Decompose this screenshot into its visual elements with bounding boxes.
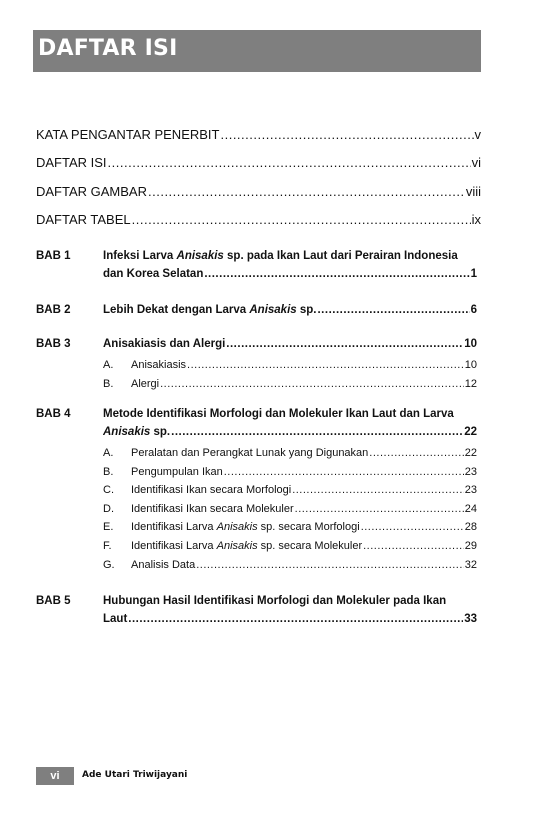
chapter-entry[interactable] (103, 304, 477, 316)
section-letter: D. (103, 502, 114, 515)
dot-leader (148, 184, 465, 199)
page-number: 22 (464, 447, 477, 459)
page-number: ix (471, 212, 481, 227)
section-entry[interactable] (103, 503, 477, 515)
chapter-title[interactable]: Metode Identifikasi Morfologi dan Molekuler Ikan Laut dan Larva (103, 408, 454, 420)
section-letter: B. (103, 377, 114, 390)
entry-title: Alergi (131, 377, 160, 390)
chapter-entry[interactable] (103, 268, 477, 280)
dot-leader (108, 155, 471, 170)
entry-title: Lebih Dekat dengan Larva Anisakis sp. (103, 304, 317, 316)
chapter-title[interactable]: Infeksi Larva Anisakis sp. pada Ikan Laut dari Perairan Indonesia (103, 250, 458, 262)
entry-title: KATA PENGANTAR PENERBIT (36, 127, 220, 142)
section-letter: A. (103, 359, 114, 371)
entry-title: Peralatan dan Perangkat Lunak yang Digunakan (131, 447, 369, 459)
page-number: 12 (464, 377, 477, 390)
dot-leader (171, 426, 463, 438)
page-number: 23 (464, 484, 477, 497)
section-letter: B. (103, 465, 114, 478)
section-letter: G. (103, 558, 115, 571)
entry-title: Pengumpulan Ikan (131, 465, 223, 478)
section-entry[interactable] (103, 540, 477, 552)
dot-leader (132, 212, 471, 227)
dot-leader (317, 304, 469, 316)
entry-title: Anisakiasis dan Alergi (103, 338, 226, 350)
dot-leader (220, 127, 473, 142)
page-title: DAFTAR ISI (38, 36, 178, 61)
entry-title: DAFTAR ISI (36, 155, 107, 170)
chapter-number: BAB 3 (36, 338, 71, 350)
entry-title: Analisis Data (131, 558, 196, 571)
title-bar (33, 30, 481, 72)
toc-entry[interactable] (36, 127, 481, 142)
section-entry[interactable] (103, 447, 477, 459)
section-letter: E. (103, 521, 114, 534)
dot-leader (160, 378, 464, 390)
footer-author: Ade Utari Triwijayani (82, 770, 188, 780)
section-entry[interactable] (103, 359, 477, 371)
dot-leader (196, 559, 464, 571)
entry-title: Identifikasi Ikan secara Molekuler (131, 502, 294, 515)
dot-leader (187, 359, 464, 371)
entry-title: dan Korea Selatan (103, 268, 204, 280)
footer-page-number: vi (36, 767, 74, 785)
dot-leader (295, 503, 464, 515)
page-number: 23 (464, 465, 477, 478)
section-letter: A. (103, 447, 114, 459)
chapter-entry[interactable] (103, 613, 477, 625)
entry-title: Laut (103, 613, 128, 625)
chapter-number: BAB 1 (36, 250, 71, 262)
page-number: viii (465, 184, 481, 199)
chapter-title[interactable]: Hubungan Hasil Identifikasi Morfologi dan Molekuler pada Ikan (103, 595, 447, 607)
toc-entry[interactable] (36, 212, 481, 227)
page-number: 28 (464, 521, 477, 534)
page-number: 22 (464, 426, 477, 438)
dot-leader (226, 338, 463, 350)
entry-title: Identifikasi Ikan secara Morfologi (131, 484, 292, 497)
section-entry[interactable] (103, 521, 477, 533)
chapter-number: BAB 2 (36, 304, 71, 316)
dot-leader (369, 447, 463, 459)
section-entry[interactable] (103, 466, 477, 478)
entry-title: DAFTAR GAMBAR (36, 184, 147, 199)
page-number: 10 (464, 338, 477, 350)
page-number: 1 (470, 268, 477, 280)
chapter-entry[interactable] (103, 426, 477, 438)
dot-leader (363, 540, 464, 552)
page-number: 32 (464, 558, 477, 571)
page-number: 33 (464, 613, 477, 625)
page-number: v (474, 127, 481, 142)
page-number: 10 (464, 359, 477, 371)
page-number: 24 (464, 502, 477, 515)
entry-title: Identifikasi Larva Anisakis sp. secara Molekuler (131, 540, 363, 552)
dot-leader (361, 521, 464, 533)
dot-leader (128, 613, 463, 625)
entry-title: Anisakiasis (131, 359, 187, 371)
page-number: vi (471, 155, 481, 170)
section-entry[interactable] (103, 378, 477, 390)
chapter-number: BAB 4 (36, 408, 71, 420)
dot-leader (224, 466, 464, 478)
entry-title: Identifikasi Larva Anisakis sp. secara Morfologi (131, 521, 360, 534)
page-number: 6 (470, 304, 477, 316)
dot-leader (292, 484, 464, 496)
dot-leader (204, 268, 469, 280)
page-number: 29 (464, 540, 477, 552)
entry-title: Anisakis sp. (103, 426, 171, 438)
section-entry[interactable] (103, 559, 477, 571)
toc-entry[interactable] (36, 184, 481, 199)
chapter-number: BAB 5 (36, 595, 71, 607)
toc-entry[interactable] (36, 155, 481, 170)
chapter-entry[interactable] (103, 338, 477, 350)
section-letter: C. (103, 484, 114, 497)
entry-title: DAFTAR TABEL (36, 212, 131, 227)
section-entry[interactable] (103, 484, 477, 496)
section-letter: F. (103, 540, 112, 552)
